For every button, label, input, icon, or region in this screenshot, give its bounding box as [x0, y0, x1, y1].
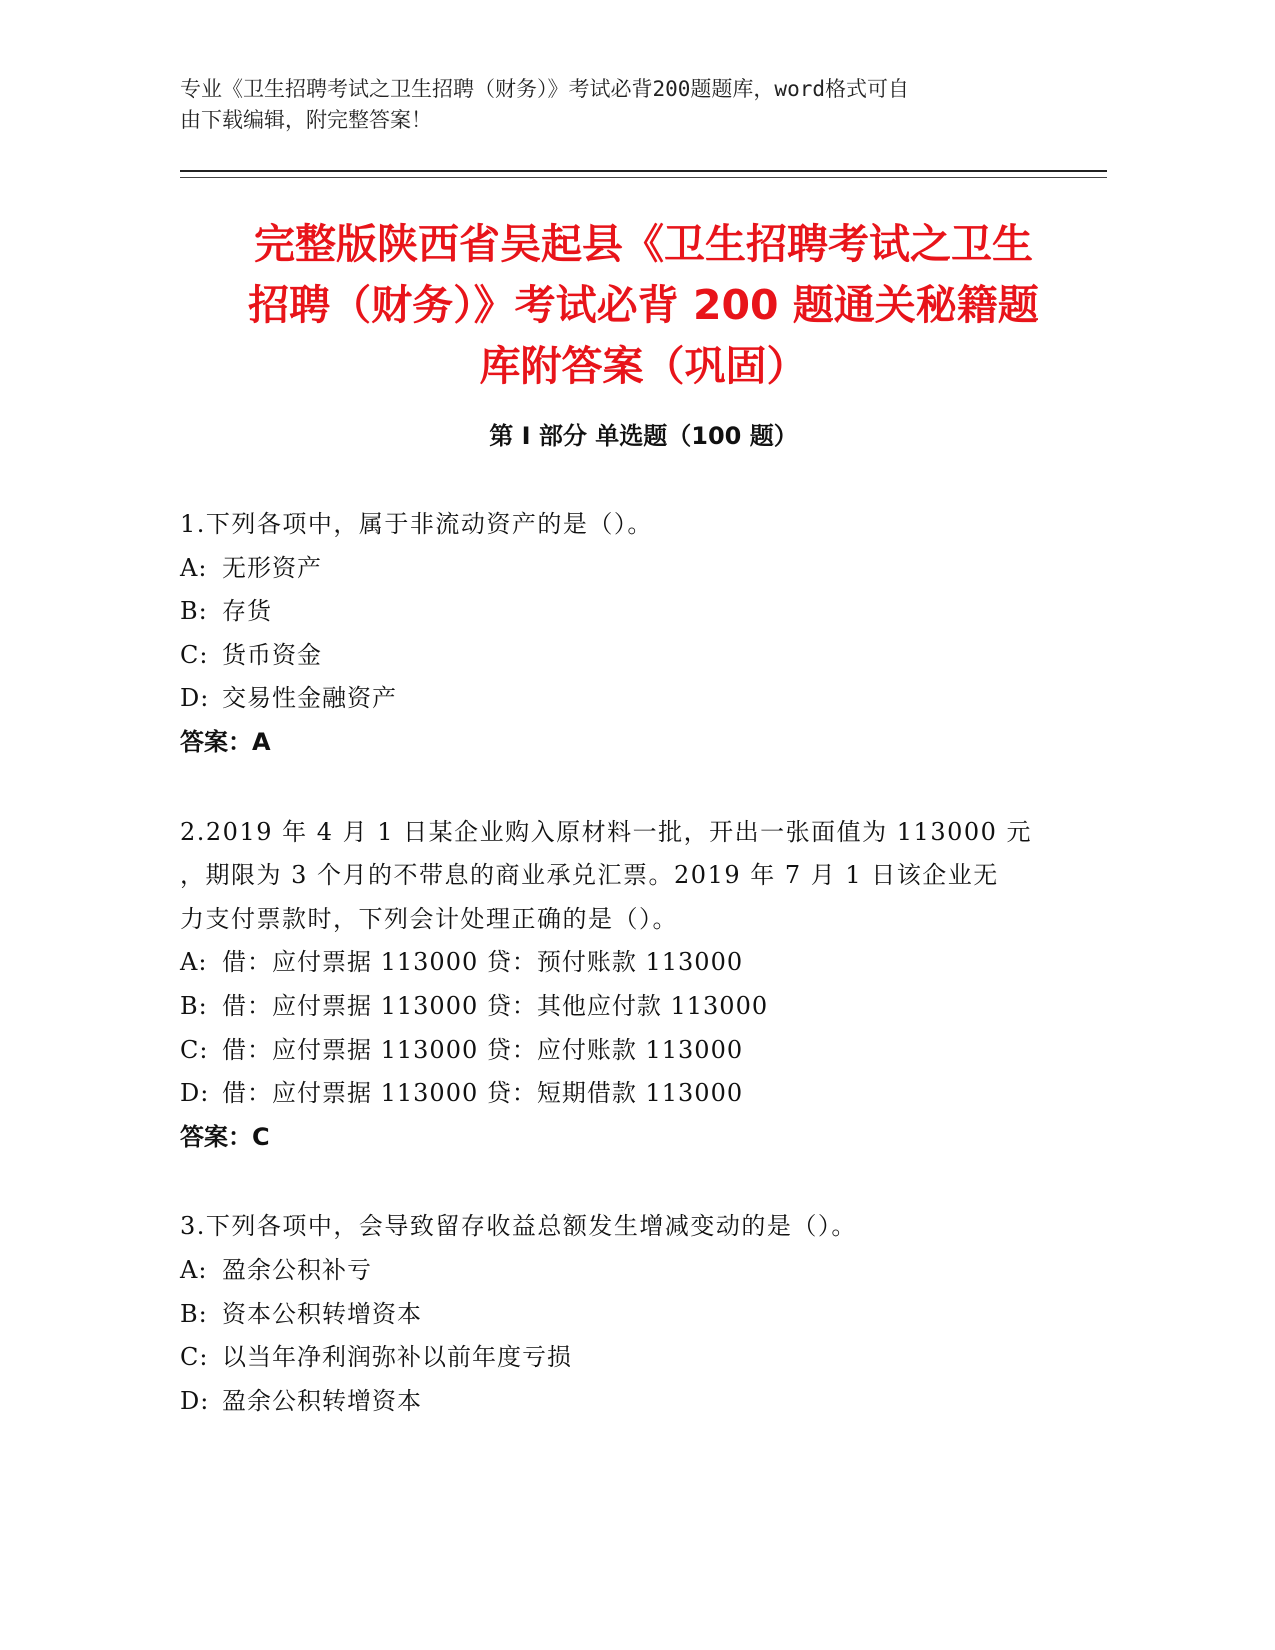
- option: [180, 1249, 1080, 1293]
- option-letter: D:: [180, 1386, 210, 1415]
- stem-line: 3.下列各项中，会导致留存收益总额发生增减变动的是（）。: [180, 1212, 857, 1241]
- answer: 答案：A: [180, 727, 271, 756]
- option-text: 以当年净利润弥补以前年度亏损: [222, 1343, 572, 1372]
- question-stem: [180, 1205, 1080, 1249]
- option-text: 交易性金融资产: [222, 684, 397, 713]
- option: [180, 1293, 1080, 1337]
- option-letter: B:: [180, 991, 208, 1020]
- option-text: 存货: [222, 597, 272, 626]
- option-text: 借：应付票据 113000 贷：其他应付款 113000: [222, 991, 769, 1020]
- answer: 答案：C: [180, 1122, 270, 1151]
- question-list: [180, 503, 1080, 1469]
- header-note-line: 专业《卫生招聘考试之卫生招聘（财务）》考试必背200题题库，word格式可自: [180, 77, 909, 101]
- option: [180, 1380, 1080, 1424]
- title-line: 完整版陕西省吴起县《卫生招聘考试之卫生: [254, 220, 1033, 268]
- stem-line: 2.2019 年 4 月 1 日某企业购入原材料一批，开出一张面值为 113000 元: [180, 817, 1033, 846]
- option-letter: C:: [180, 1035, 209, 1064]
- document-title: [180, 214, 1107, 397]
- option: [180, 677, 1080, 721]
- option-text: 盈余公积转增资本: [222, 1386, 422, 1415]
- option-text: 借：应付票据 113000 贷：应付账款 113000: [222, 1035, 744, 1064]
- option: [180, 1029, 1080, 1073]
- header-note: [180, 74, 1060, 136]
- question-stem: [180, 811, 1080, 942]
- stem-line: ，期限为 3 个月的不带息的商业承兑汇票。2019 年 7 月 1 日该企业无: [180, 861, 999, 890]
- option: [180, 547, 1080, 591]
- option-letter: C:: [180, 1343, 209, 1372]
- option-letter: B:: [180, 597, 208, 626]
- option: [180, 1336, 1080, 1380]
- option-letter: A:: [180, 553, 208, 582]
- header-divider: [180, 170, 1107, 172]
- option: [180, 941, 1080, 985]
- header-divider: [180, 177, 1107, 178]
- option: [180, 590, 1080, 634]
- option-letter: D:: [180, 1079, 210, 1108]
- option-text: 盈余公积补亏: [222, 1255, 372, 1284]
- option-letter: A:: [180, 948, 208, 977]
- option-letter: B:: [180, 1299, 208, 1328]
- option: [180, 634, 1080, 678]
- stem-line: 1.下列各项中，属于非流动资产的是（）。: [180, 510, 653, 538]
- header-note-line: 由下载编辑，附完整答案！: [180, 108, 432, 132]
- question-item: [180, 1205, 1080, 1423]
- option: [180, 985, 1080, 1029]
- option-letter: D:: [180, 684, 210, 713]
- question-item: [180, 811, 1080, 1160]
- option-text: 借：应付票据 113000 贷：短期借款 113000: [222, 1079, 744, 1108]
- option: [180, 1072, 1080, 1116]
- question-stem: [180, 503, 1080, 547]
- option-letter: A:: [180, 1255, 208, 1284]
- section-heading: 第 I 部分 单选题（100 题）: [489, 422, 798, 450]
- title-line: 库附答案（巩固）: [479, 342, 808, 390]
- option-text: 资本公积转增资本: [222, 1299, 422, 1328]
- option-letter: C:: [180, 640, 209, 669]
- option-text: 借：应付票据 113000 贷：预付账款 113000: [222, 948, 744, 977]
- stem-line: 力支付票款时，下列会计处理正确的是（）。: [180, 904, 678, 933]
- option-text: 货币资金: [222, 640, 322, 669]
- question-item: [180, 503, 1080, 765]
- title-line: 招聘（财务）》考试必背 200 题通关秘籍题: [248, 281, 1039, 329]
- option-text: 无形资产: [222, 553, 322, 582]
